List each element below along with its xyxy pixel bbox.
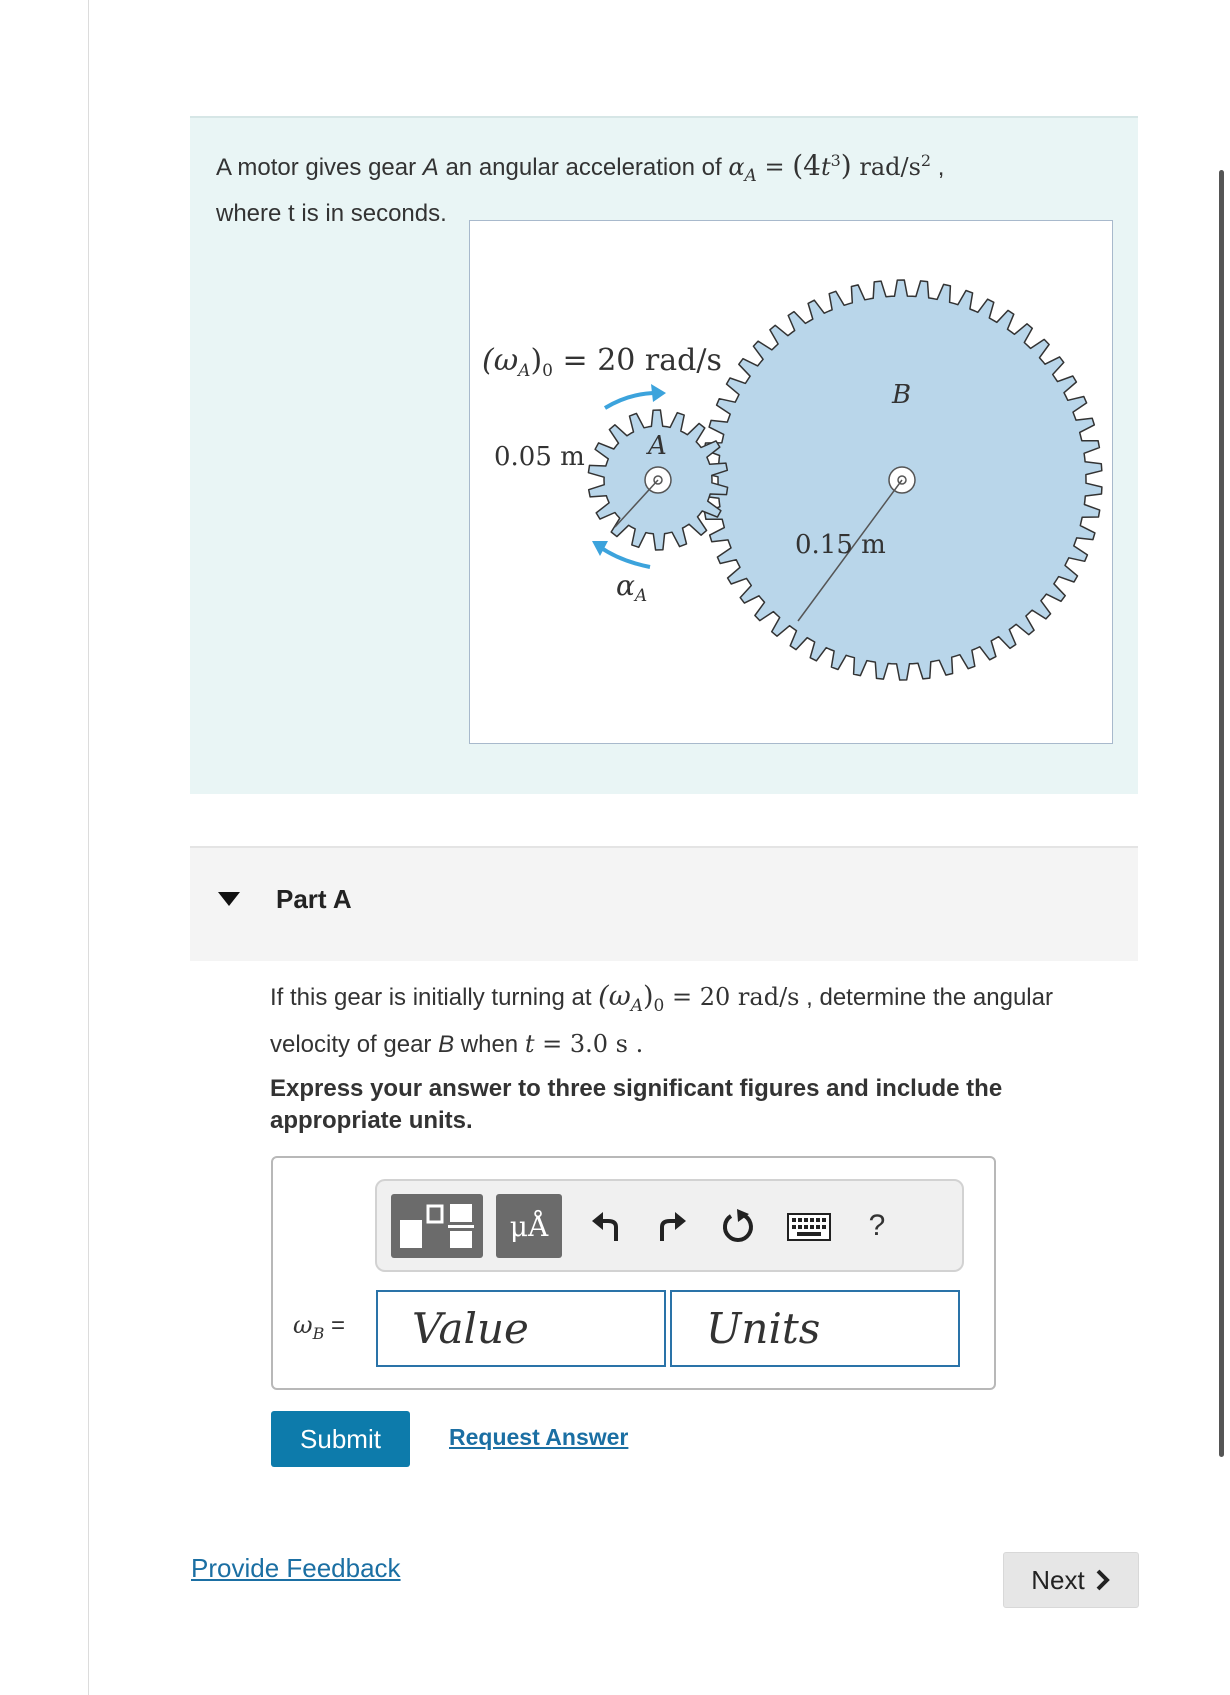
alpha-arrow — [600, 547, 650, 567]
reset-icon — [719, 1208, 757, 1246]
part-title: Part A — [276, 884, 352, 914]
undo-button[interactable] — [584, 1205, 628, 1249]
collapse-triangle-icon[interactable] — [218, 892, 240, 906]
keyboard-button[interactable] — [784, 1207, 834, 1247]
provide-feedback-link[interactable]: Provide Feedback — [191, 1553, 401, 1583]
answer-instruction: Express your answer to three significant figures and include the appropriate units. — [270, 1075, 1003, 1134]
alpha-symbol: α — [728, 153, 745, 181]
math-toolbar — [375, 1179, 964, 1272]
gear-diagram — [470, 221, 1114, 745]
value-input[interactable]: Value — [376, 1290, 666, 1367]
radius-b-label: 0.15 m — [795, 530, 886, 560]
keyboard-icon — [787, 1213, 831, 1241]
reset-button[interactable] — [716, 1205, 760, 1249]
alpha-label: $\alpha_A$ — [616, 569, 648, 606]
problem-statement — [190, 116, 1138, 794]
templates-button[interactable] — [391, 1194, 483, 1258]
gear-figure — [469, 220, 1113, 744]
omega-arrow — [605, 393, 657, 408]
gear-a-label: A — [648, 431, 667, 461]
question-text: If this gear is initially turning at $(\omega_A)_0 = 20$ rad/s , determine the angular velocity of gear B when t = 3.0 s . — [270, 981, 1053, 1058]
redo-icon — [654, 1209, 690, 1245]
next-button[interactable] — [1003, 1552, 1139, 1608]
submit-button[interactable]: Submit — [271, 1411, 410, 1467]
chevron-right-icon — [1095, 1568, 1111, 1592]
gear-b-label: B — [892, 380, 912, 410]
request-answer-link[interactable]: Request Answer — [449, 1424, 629, 1450]
units-input[interactable]: Units — [670, 1290, 960, 1367]
units-button[interactable]: μÅ — [496, 1194, 562, 1258]
radius-a-label: 0.05 m — [494, 442, 585, 472]
help-button[interactable]: ? — [868, 1209, 886, 1242]
omega-b-label: $\omega_B$ = — [293, 1311, 346, 1343]
omega-label: $(\omega_A)_0 = 20$ rad/s — [482, 343, 722, 381]
undo-icon — [588, 1209, 624, 1245]
omega-arrowhead — [651, 384, 666, 402]
part-a-header[interactable] — [190, 846, 1138, 961]
templates-icon — [396, 1200, 478, 1252]
problem-text: A motor gives gear A an angular acceleration of $\alpha_A = (4t^3)$ rad/$s^2$ , where t is in seconds. — [216, 149, 945, 227]
redo-button[interactable] — [650, 1205, 694, 1249]
page-divider — [88, 0, 89, 1695]
scrollbar[interactable] — [1219, 170, 1224, 1457]
answer-box — [271, 1156, 996, 1390]
next-label: Next — [1031, 1564, 1085, 1595]
problem-line-2: where t is in seconds. — [216, 199, 447, 227]
